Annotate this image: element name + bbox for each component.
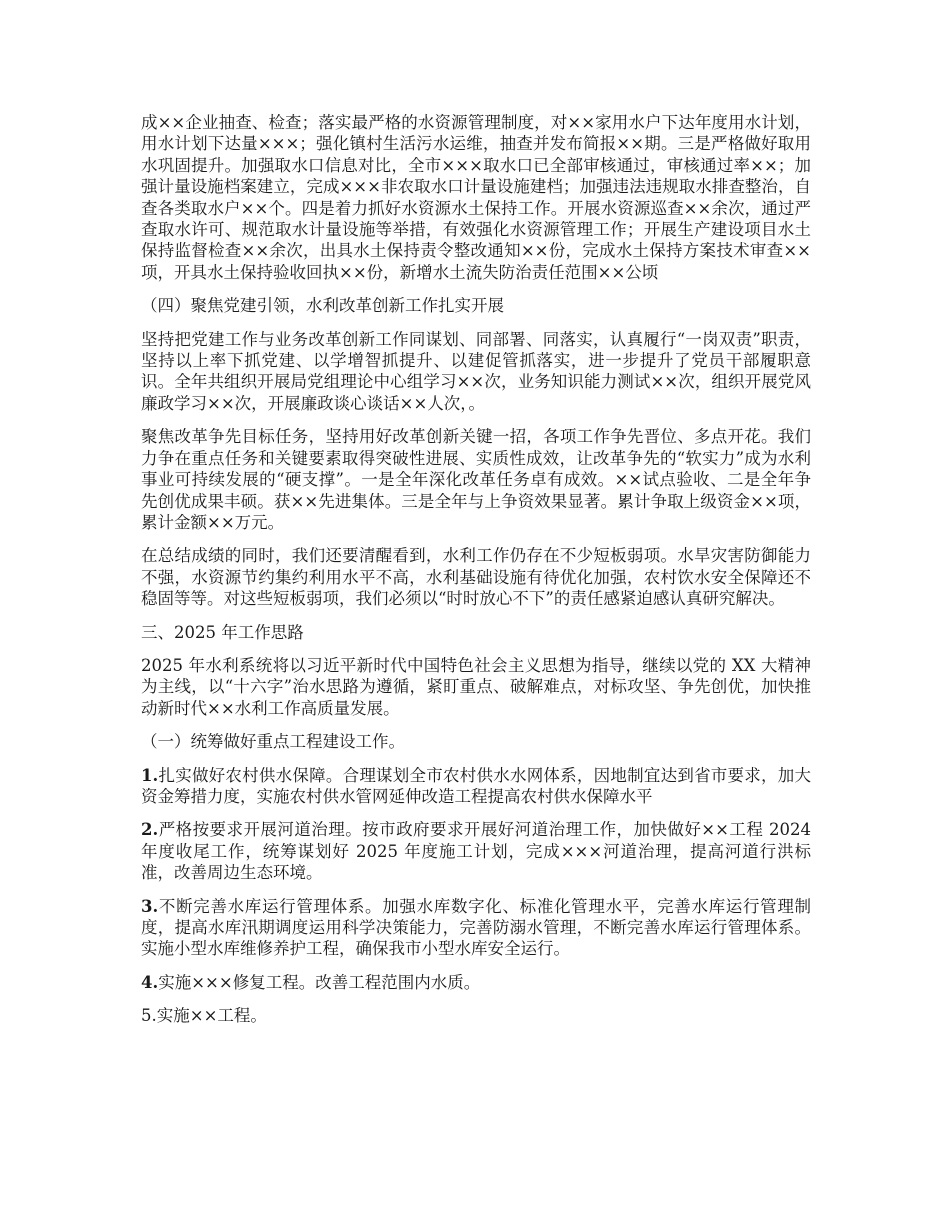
heading-party-building: （四）聚焦党建引领，水利改革创新工作扎实开展 xyxy=(141,296,504,316)
list-item-restoration xyxy=(141,972,811,993)
list-item-text: 严格按要求开展河道治理。按市政府要求开展好河道治理工作，加快做好××工程 2024 年度收尾工作，统筹谋划好 2025 年度施工计划，完成×××河道治理，提高河道行洪标准，改善周边生态环境。 xyxy=(141,820,811,883)
paragraph-2025-intro: 2025 年水利系统将以习近平新时代中国特色社会主义思想为指导，继续以党的 XX 大精神为主线，以“十六字”治水思路为遵循，紧盯重点、破解难点，对标攻坚、争先创优，加快推动新时代××水利工作高质量发展。 xyxy=(141,655,811,718)
list-item-text: 不断完善水库运行管理体系。加强水库数字化、标准化管理水平，完善水库运行管理制度，提高水库汛期调度运用科学决策能力，完善防溺水管理，不断完善水库运行管理体系。实施小型水库维修养护工程，确保我市小型水库安全运行。 xyxy=(141,896,811,959)
heading-2025-plan: 三、2025 年工作思路 xyxy=(141,622,304,642)
paragraph-reform: 聚焦改革争先目标任务，坚持用好改革创新关键一招，各项工作争先晋位、多点开花。我们力争在重点任务和关键要素取得突破性进展、实质性成效，让改革争先的“软实力”成为水利事业可持续发展的“硬支撑”。一是全年深化改革任务卓有成效。××试点验收、二是全年争先创优成果丰硕。获××先进集体。三是全年与上争资效果显著。累计争取上级资金××项，累计金额××万元。 xyxy=(141,427,811,532)
list-item-text: 实施×××修复工程。改善工程范围内水质。 xyxy=(158,972,481,992)
paragraph-shortcomings: 在总结成绩的同时，我们还要清醒看到，水利工作仍存在不少短板弱项。水旱灾害防御能力不强，水资源节约集约利用水平不高，水利基础设施有待优化加强，农村饮水安全保障还不稳固等等。对这些短板弱项，我们必须以“时时放心不下”的责任感紧迫感认真研究解决。 xyxy=(141,546,811,609)
list-number: 2. xyxy=(141,820,159,840)
document-page xyxy=(141,112,811,1039)
list-item-rural-water xyxy=(141,765,811,808)
list-number: 1. xyxy=(141,765,159,785)
list-item-reservoir xyxy=(141,896,811,960)
paragraph-water-resources: 成××企业抽查、检查；落实最严格的水资源管理制度，对××家用水户下达年度用水计划，用水计划下达量×××；强化镇村生活污水运维，抽查并发布简报××期。三是严格做好取用水巩固提升。加强取水口信息对比，全市×××取水口已全部审核通过，审核通过率××；加强计量设施档案建立，完成×××非农取水口计量设施建档；加强违法违规取水排查整治，自查各类取水户××个。四是着力抓好水资源水土保持工作。开展水资源巡查××余次，通过严查取水许可、规范取水计量设施等举措，有效强化水资源管理工作；开展生产建设项目水土保持监督检查××余次，出具水土保持责令整改通知××份，完成水土保持方案技术审查××项，开具水土保持验收回执××份，新增水土流失防治责任范围××公顷 xyxy=(141,113,811,282)
list-item-project-5: 5.实施××工程。 xyxy=(141,1006,267,1026)
heading-key-projects: （一）统筹做好重点工程建设工作。 xyxy=(141,732,405,752)
list-number: 3. xyxy=(141,896,159,916)
paragraph-party-building: 坚持把党建工作与业务改革创新工作同谋划、同部署、同落实，认真履行“一岗双责”职责，坚持以上率下抓党建、以学增智抓提升、以建促管抓落实，进一步提升了党员干部履职意识。全年共组织开展局党组理论中心组学习××次，业务知识能力测试××次，组织开展党风廉政学习××次，开展廉政谈心谈话××人次，。 xyxy=(141,329,811,413)
list-item-text: 扎实做好农村供水保障。合理谋划全市农村供水水网体系，因地制宜达到省市要求，加大资金筹措力度，实施农村供水管网延伸改造工程提高农村供水保障水平 xyxy=(141,765,811,806)
list-number: 4. xyxy=(141,972,159,992)
list-item-river-governance xyxy=(141,819,811,883)
